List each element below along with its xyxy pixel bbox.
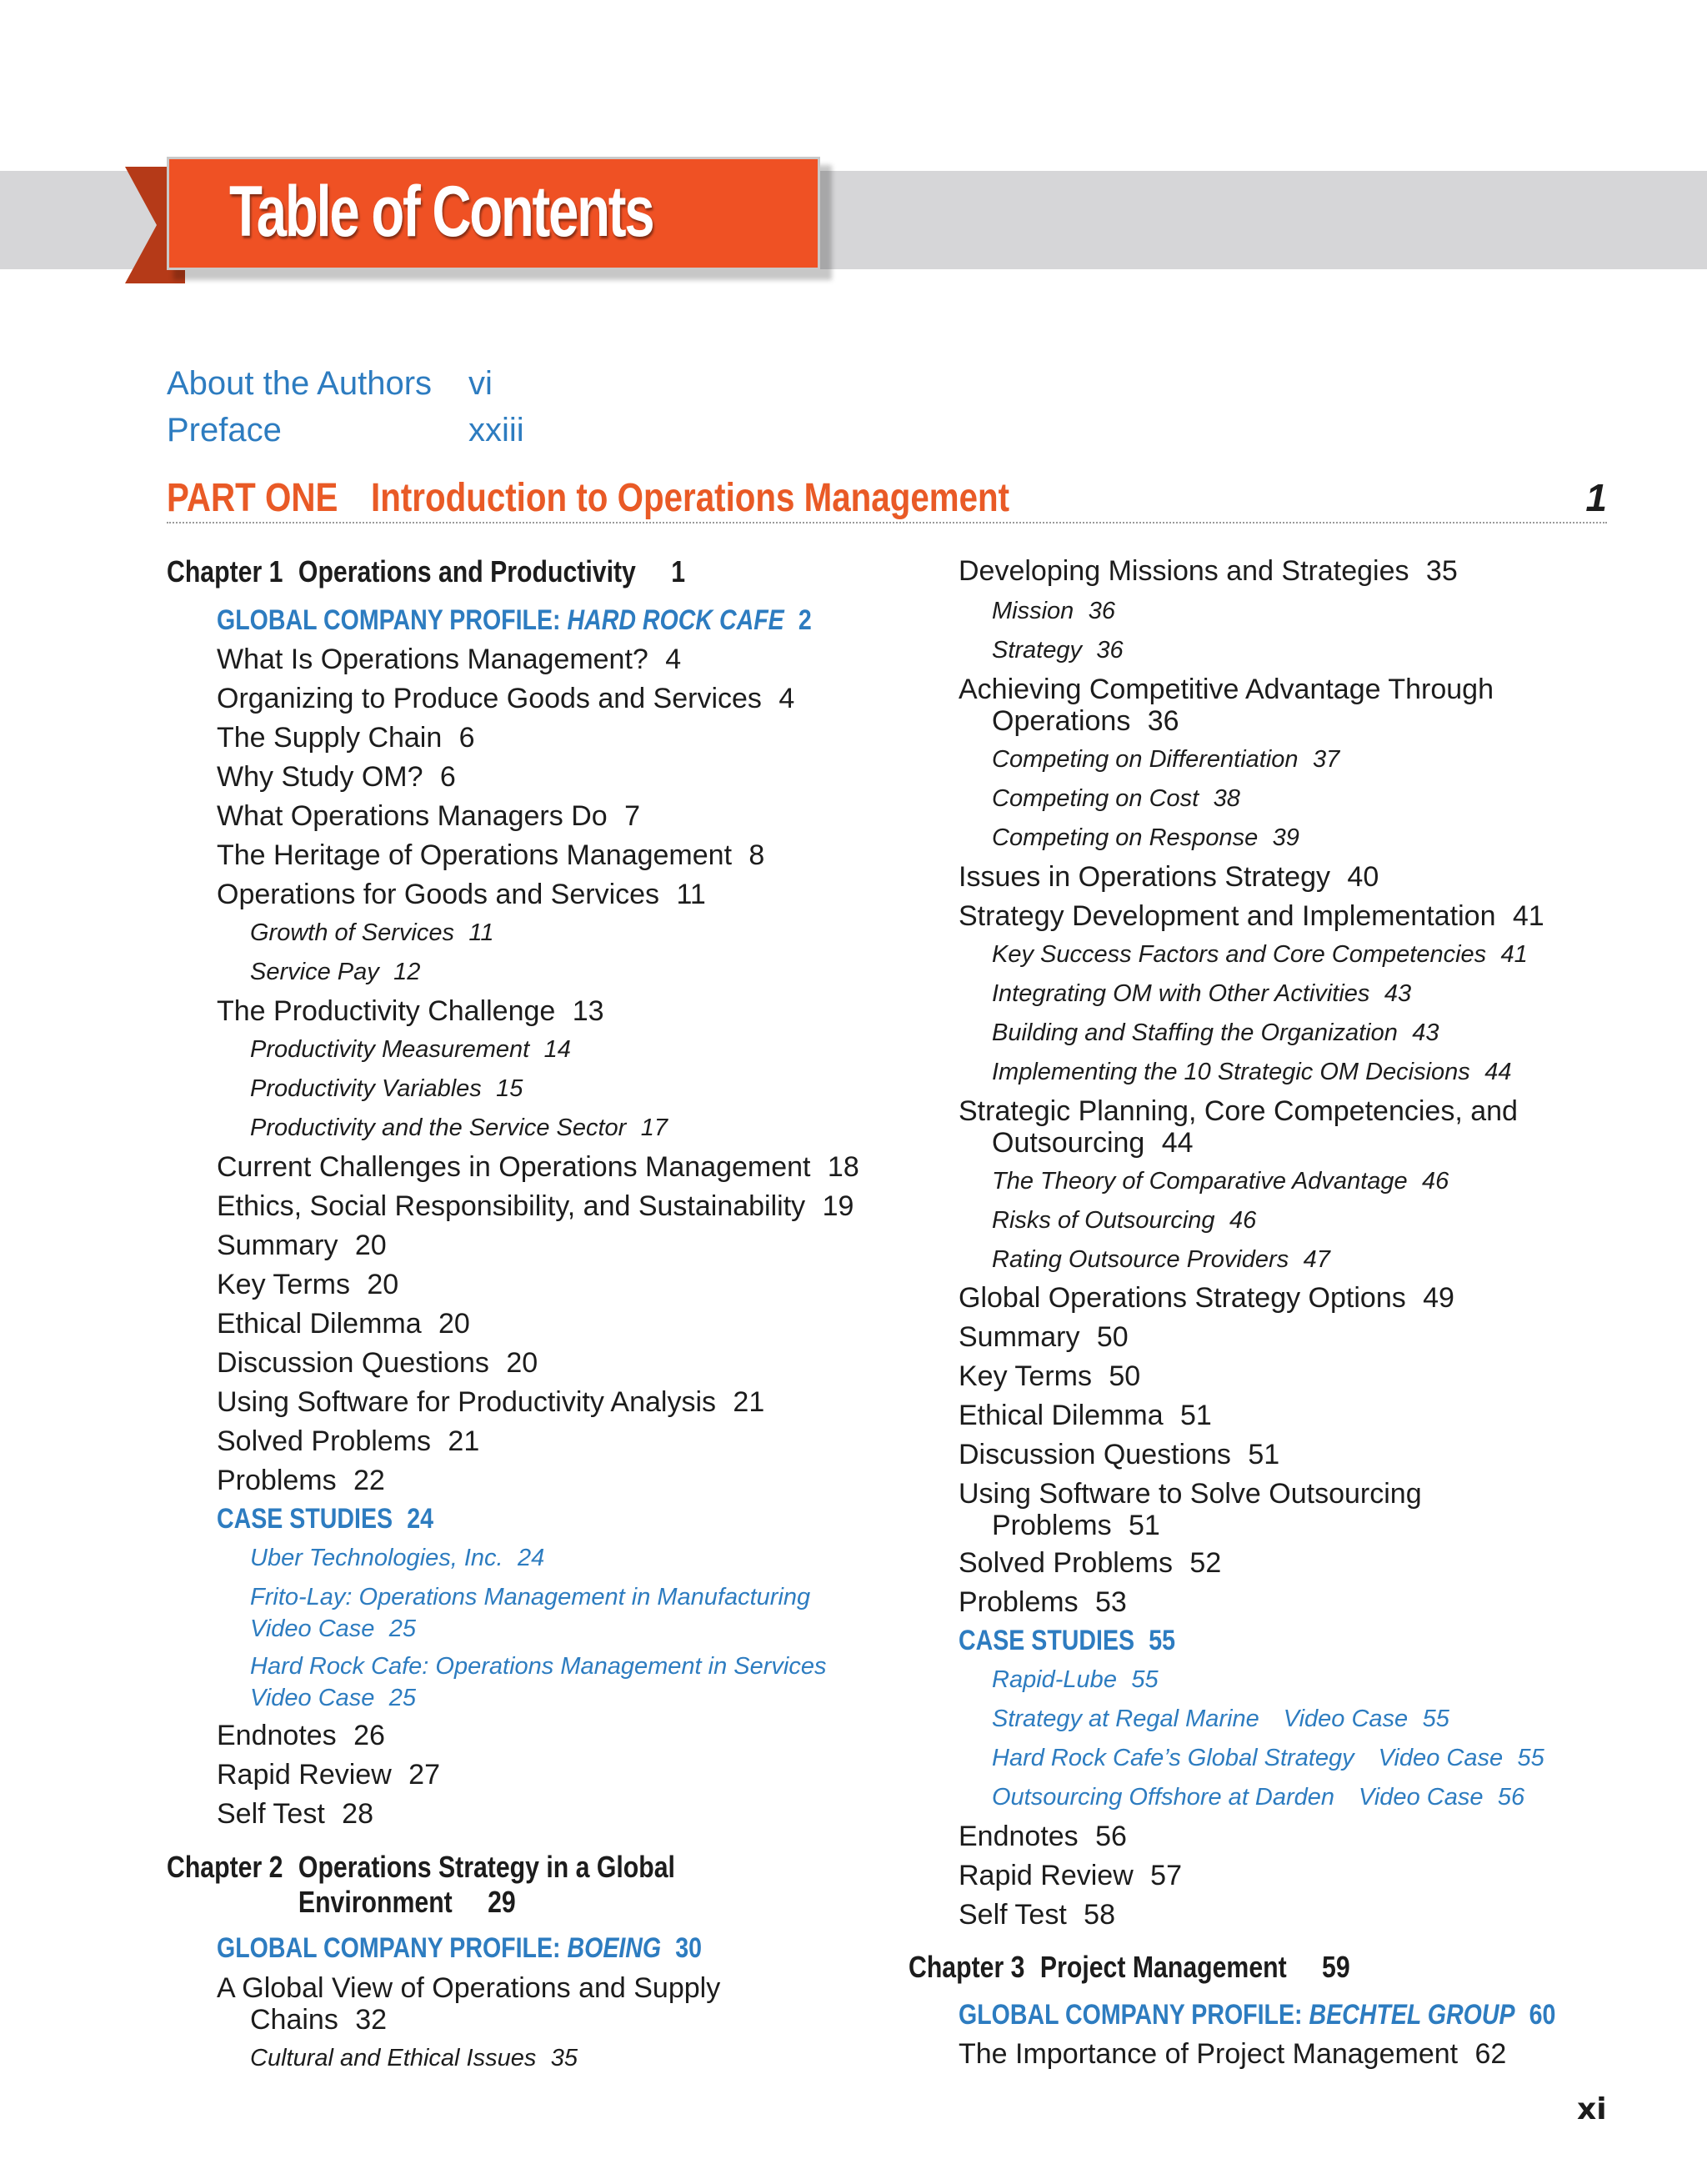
toc-entry[interactable]: What Operations Managers Do 7 [217, 800, 640, 832]
toc-entry[interactable]: Solved Problems 21 [217, 1425, 480, 1457]
profile-label: GLOBAL COMPANY PROFILE: [217, 604, 561, 636]
toc-entry[interactable]: Endnotes 56 [959, 1821, 1127, 1852]
chapter-heading[interactable] [909, 1952, 1350, 1982]
title-banner [167, 157, 820, 270]
case-study-item[interactable]: Hard Rock Cafe: Operations Management in Services Video Case 25 [250, 1653, 827, 1711]
profile-company: HARD ROCK CAFE [567, 604, 784, 636]
toc-subentry[interactable]: Risks of Outsourcing 46 [992, 1207, 1257, 1234]
front-matter-page: vi [468, 365, 493, 402]
toc-entry[interactable]: Global Operations Strategy Options 49 [959, 1282, 1454, 1314]
toc-subentry[interactable]: Strategy 36 [992, 637, 1124, 664]
toc-subentry[interactable]: Growth of Services 11 [250, 919, 494, 946]
chapter-title: Operations Strategy in a Global [298, 1850, 675, 1884]
chapter-title: Operations and Productivity [298, 554, 636, 589]
case-study-item[interactable]: Rapid-Lube 55 [992, 1666, 1159, 1693]
toc-subentry[interactable]: Productivity Measurement 14 [250, 1036, 571, 1063]
part-page: 1 [1585, 476, 1607, 519]
toc-entry[interactable]: Key Terms 50 [959, 1360, 1141, 1392]
part-title: Introduction to Operations Management [371, 476, 1010, 520]
case-study-item[interactable]: Frito-Lay: Operations Management in Manufacturing Video Case 25 [250, 1584, 811, 1642]
toc-entry[interactable]: Self Test 58 [959, 1899, 1115, 1931]
profile-label: GLOBAL COMPANY PROFILE: [217, 1932, 561, 1964]
page-folio: xi [1577, 2092, 1607, 2126]
toc-entry[interactable]: Problems 22 [217, 1465, 385, 1496]
toc-entry[interactable]: Discussion Questions 51 [959, 1439, 1280, 1470]
toc-entry[interactable]: Rapid Review 57 [959, 1860, 1182, 1891]
case-study-item[interactable]: Uber Technologies, Inc. 24 [250, 1545, 545, 1571]
toc-subentry[interactable]: Mission 36 [992, 598, 1115, 624]
toc-entry[interactable]: The Importance of Project Management 62 [959, 2038, 1507, 2070]
toc-entry[interactable]: What Is Operations Management? 4 [217, 644, 682, 675]
toc-entry[interactable]: Developing Missions and Strategies 35 [959, 555, 1458, 587]
chapter-page: 1 [671, 554, 686, 589]
toc-subentry[interactable]: Cultural and Ethical Issues 35 [250, 2045, 578, 2071]
toc-subentry[interactable]: Productivity Variables 15 [250, 1075, 523, 1102]
case-study-item[interactable]: Strategy at Regal Marine Video Case 55 [992, 1706, 1449, 1732]
toc-entry[interactable]: Key Terms 20 [217, 1269, 399, 1300]
page-title: Table of Contents [229, 172, 653, 252]
case-study-item[interactable]: Hard Rock Cafe’s Global Strategy Video Case 55 [992, 1745, 1544, 1771]
toc-subentry[interactable]: Building and Staffing the Organization 43 [992, 1019, 1439, 1046]
case-studies-heading[interactable]: CASE STUDIES 24 [217, 1503, 433, 1535]
toc-entry[interactable]: Current Challenges in Operations Management 18 [217, 1151, 859, 1183]
part-heading[interactable] [167, 475, 1607, 523]
toc-entry[interactable]: Strategy Development and Implementation 41 [959, 900, 1544, 932]
toc-subentry[interactable]: Service Pay 12 [250, 959, 421, 985]
chapter-page: 29 [488, 1885, 516, 1919]
toc-entry[interactable]: Endnotes 26 [217, 1720, 385, 1751]
front-matter-item[interactable] [167, 412, 524, 449]
toc-entry[interactable]: Ethical Dilemma 20 [217, 1308, 470, 1340]
toc-entry[interactable]: Rapid Review 27 [217, 1759, 440, 1791]
global-company-profile[interactable] [217, 606, 812, 634]
toc-subentry[interactable]: Competing on Cost 38 [992, 785, 1240, 812]
profile-page: 30 [675, 1932, 703, 1964]
toc-entry[interactable]: Operations for Goods and Services 11 [217, 879, 706, 910]
toc-entry[interactable]: The Heritage of Operations Management 8 [217, 839, 765, 871]
toc-subentry[interactable]: The Theory of Comparative Advantage 46 [992, 1168, 1449, 1195]
toc-entry[interactable]: Summary 20 [217, 1230, 387, 1261]
global-company-profile[interactable] [217, 1934, 702, 1962]
toc-entry[interactable]: Achieving Competitive Advantage Through Operations 36 [959, 674, 1494, 737]
chapter-number: Chapter 1 [167, 554, 283, 589]
toc-subentry[interactable]: Rating Outsource Providers 47 [992, 1246, 1330, 1273]
toc-entry[interactable]: Problems 53 [959, 1586, 1127, 1618]
part-number: PART ONE [167, 476, 338, 520]
chapter-number: Chapter 3 [909, 1950, 1025, 1984]
front-matter-item[interactable] [167, 365, 493, 403]
profile-page: 60 [1529, 1999, 1556, 2031]
chapter-heading[interactable] [167, 554, 686, 589]
chapter-number: Chapter 2 [167, 1850, 283, 1884]
toc-entry[interactable]: Self Test 28 [217, 1798, 373, 1830]
profile-label: GLOBAL COMPANY PROFILE: [959, 1999, 1303, 2031]
global-company-profile[interactable] [959, 2001, 1555, 2029]
profile-page: 2 [798, 604, 812, 636]
toc-subentry[interactable]: Productivity and the Service Sector 17 [250, 1115, 668, 1141]
toc-entry[interactable]: Ethical Dilemma 51 [959, 1400, 1212, 1431]
toc-entry[interactable]: Organizing to Produce Goods and Services 4 [217, 683, 795, 714]
toc-entry[interactable]: Why Study OM? 6 [217, 761, 456, 793]
chapter-heading[interactable] [167, 1850, 675, 1919]
toc-subentry[interactable]: Key Success Factors and Core Competencies 41 [992, 941, 1528, 968]
front-matter-label: Preface [167, 412, 282, 448]
case-studies-heading[interactable]: CASE STUDIES 55 [959, 1625, 1175, 1656]
toc-entry[interactable]: A Global View of Operations and Supply Chains 32 [217, 1972, 721, 2036]
front-matter-page: xxiii [468, 412, 524, 448]
profile-company: BOEING [567, 1932, 662, 1964]
toc-entry[interactable]: Discussion Questions 20 [217, 1347, 538, 1379]
toc-entry[interactable]: The Productivity Challenge 13 [217, 995, 604, 1027]
profile-company: BECHTEL GROUP [1309, 1999, 1515, 2031]
case-study-item[interactable]: Outsourcing Offshore at Darden Video Case 56 [992, 1784, 1525, 1811]
toc-entry[interactable]: Using Software to Solve Outsourcing Problems 51 [959, 1478, 1422, 1541]
chapter-page: 59 [1322, 1950, 1350, 1984]
chapter-title: Project Management [1039, 1950, 1287, 1984]
toc-entry[interactable]: The Supply Chain 6 [217, 722, 475, 754]
toc-entry[interactable]: Ethics, Social Responsibility, and Sustainability 19 [217, 1190, 854, 1222]
toc-entry[interactable]: Summary 50 [959, 1321, 1129, 1353]
toc-subentry[interactable]: Competing on Response 39 [992, 824, 1299, 851]
toc-entry[interactable]: Solved Problems 52 [959, 1547, 1222, 1579]
toc-subentry[interactable]: Implementing the 10 Strategic OM Decisions 44 [992, 1059, 1512, 1085]
toc-entry[interactable]: Issues in Operations Strategy 40 [959, 861, 1379, 893]
front-matter-label: About the Authors [167, 365, 433, 402]
chapter-title-cont: Environment [298, 1885, 453, 1919]
toc-entry[interactable]: Strategic Planning, Core Competencies, and Outsourcing 44 [959, 1095, 1518, 1159]
toc-entry[interactable]: Using Software for Productivity Analysis 21 [217, 1386, 765, 1418]
toc-subentry[interactable]: Integrating OM with Other Activities 43 [992, 980, 1412, 1007]
toc-subentry[interactable]: Competing on Differentiation 37 [992, 746, 1340, 773]
